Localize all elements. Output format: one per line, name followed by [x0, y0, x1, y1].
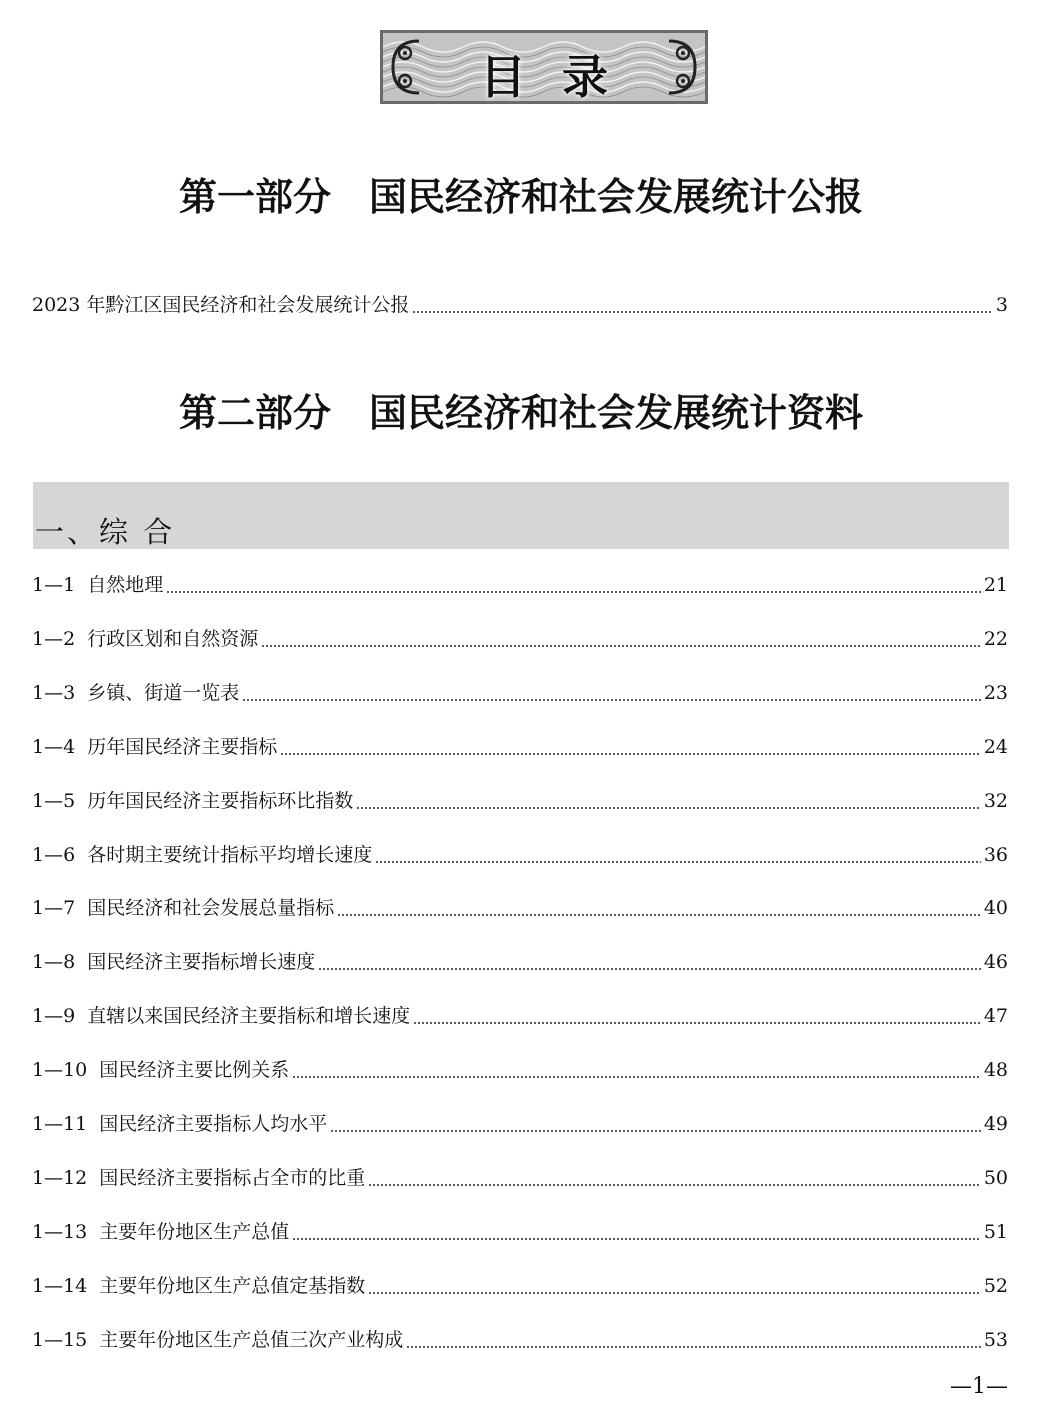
leader-dots	[292, 1076, 981, 1078]
toc-entry-label: 国民经济和社会发展总量指标	[87, 897, 335, 919]
toc-entry[interactable]	[32, 840, 1008, 870]
page-number: —1—	[950, 1374, 1008, 1399]
toc-entry[interactable]	[32, 1271, 1008, 1301]
toc-entry[interactable]	[32, 1325, 1008, 1355]
toc-entry-label: 行政区划和自然资源	[87, 628, 259, 650]
toc-entry-number: 1—6	[32, 844, 76, 866]
toc-entry-page: 48	[983, 1059, 1008, 1081]
toc-entry-label: 各时期主要统计指标平均增长速度	[87, 844, 373, 866]
leader-dots	[280, 753, 981, 755]
toc-entry-label: 主要年份地区生产总值定基指数	[99, 1275, 366, 1297]
toc-entry[interactable]	[32, 1163, 1008, 1193]
toc-entry[interactable]	[32, 893, 1008, 923]
toc-entry-page: 47	[983, 1005, 1008, 1027]
toc-entry-label: 自然地理	[87, 574, 164, 596]
toc-entry-page: 51	[983, 1221, 1008, 1243]
toc-entry[interactable]	[32, 624, 1008, 654]
leader-dots	[413, 1022, 981, 1024]
toc-entry-number: 1—14	[32, 1275, 88, 1297]
part2-title: 第二部分 国民经济和社会发展统计资料	[178, 391, 863, 435]
section-title: 一、综 合	[35, 515, 176, 549]
toc-entry[interactable]	[32, 570, 1008, 600]
leader-dots	[261, 645, 981, 647]
toc-entry-page: 23	[983, 682, 1008, 704]
toc-entry-label: 乡镇、街道一览表	[87, 682, 240, 704]
leader-dots	[375, 861, 981, 863]
toc-entry-number: 1—4	[32, 736, 76, 758]
toc-entry-number: 1—5	[32, 790, 76, 812]
leader-dots	[330, 1130, 981, 1132]
toc-entry-page: 22	[983, 628, 1008, 650]
toc-entry-label: 国民经济主要比例关系	[99, 1059, 290, 1081]
toc-entry-number: 1—10	[32, 1059, 88, 1081]
toc-entry[interactable]	[32, 1109, 1008, 1139]
toc-entry[interactable]	[32, 732, 1008, 762]
toc-entry-label: 历年国民经济主要指标环比指数	[87, 790, 354, 812]
toc-entry-label: 主要年份地区生产总值	[99, 1221, 290, 1243]
toc-banner	[380, 30, 708, 104]
toc-entry-label: 历年国民经济主要指标	[87, 736, 278, 758]
toc-entry-page: 24	[983, 736, 1008, 758]
leader-dots	[406, 1346, 981, 1348]
toc-entry-number: 1—3	[32, 682, 76, 704]
toc-entry-page: 21	[983, 574, 1008, 596]
toc-entry[interactable]	[32, 947, 1008, 977]
toc-entry-label: 直辖以来国民经济主要指标和增长速度	[87, 1005, 411, 1027]
leader-dots	[292, 1238, 981, 1240]
toc-entry-number: 1—1	[32, 574, 76, 596]
leader-dots	[337, 914, 981, 916]
toc-entry-page: 49	[983, 1113, 1008, 1135]
toc-entry[interactable]	[32, 678, 1008, 708]
toc-entry-page: 36	[983, 844, 1008, 866]
toc-entry[interactable]	[32, 1001, 1008, 1031]
toc-entry-number: 1—12	[32, 1167, 88, 1189]
toc-entry-page: 50	[983, 1167, 1008, 1189]
leader-dots	[368, 1184, 981, 1186]
toc-entry-number: 1—7	[32, 897, 76, 919]
toc-entry[interactable]	[32, 786, 1008, 816]
toc-entry-label: 国民经济主要指标占全市的比重	[99, 1167, 366, 1189]
toc-entry-label: 国民经济主要指标人均水平	[99, 1113, 328, 1135]
toc-entry-page: 32	[983, 790, 1008, 812]
leader-dots	[356, 807, 981, 809]
toc-entry[interactable]	[32, 1217, 1008, 1247]
toc-entry-label: 2023 年黔江区国民经济和社会发展统计公报	[32, 294, 410, 316]
toc-entry-number: 1—8	[32, 951, 76, 973]
toc-entry[interactable]	[32, 1055, 1008, 1085]
toc-title: 目录	[480, 50, 644, 104]
toc-entry-number: 1—15	[32, 1329, 88, 1351]
toc-entry-bulletin[interactable]	[32, 290, 1008, 320]
toc-entry-page: 53	[983, 1329, 1008, 1351]
part1-title: 第一部分 国民经济和社会发展统计公报	[178, 175, 863, 219]
toc-entry-label: 国民经济主要指标增长速度	[87, 951, 316, 973]
toc-entry-number: 1—9	[32, 1005, 76, 1027]
leader-dots	[318, 968, 981, 970]
leader-dots	[412, 311, 993, 313]
toc-entry-label: 主要年份地区生产总值三次产业构成	[99, 1329, 404, 1351]
toc-entry-number: 1—2	[32, 628, 76, 650]
toc-entry-page: 46	[983, 951, 1008, 973]
toc-entry-page: 3	[995, 294, 1008, 316]
toc-entry-number: 1—13	[32, 1221, 88, 1243]
leader-dots	[368, 1292, 981, 1294]
toc-entry-page: 40	[983, 897, 1008, 919]
toc-entry-number: 1—11	[32, 1113, 88, 1135]
section-header	[33, 482, 1009, 549]
toc-entry-page: 52	[983, 1275, 1008, 1297]
leader-dots	[166, 591, 981, 593]
leader-dots	[242, 699, 981, 701]
